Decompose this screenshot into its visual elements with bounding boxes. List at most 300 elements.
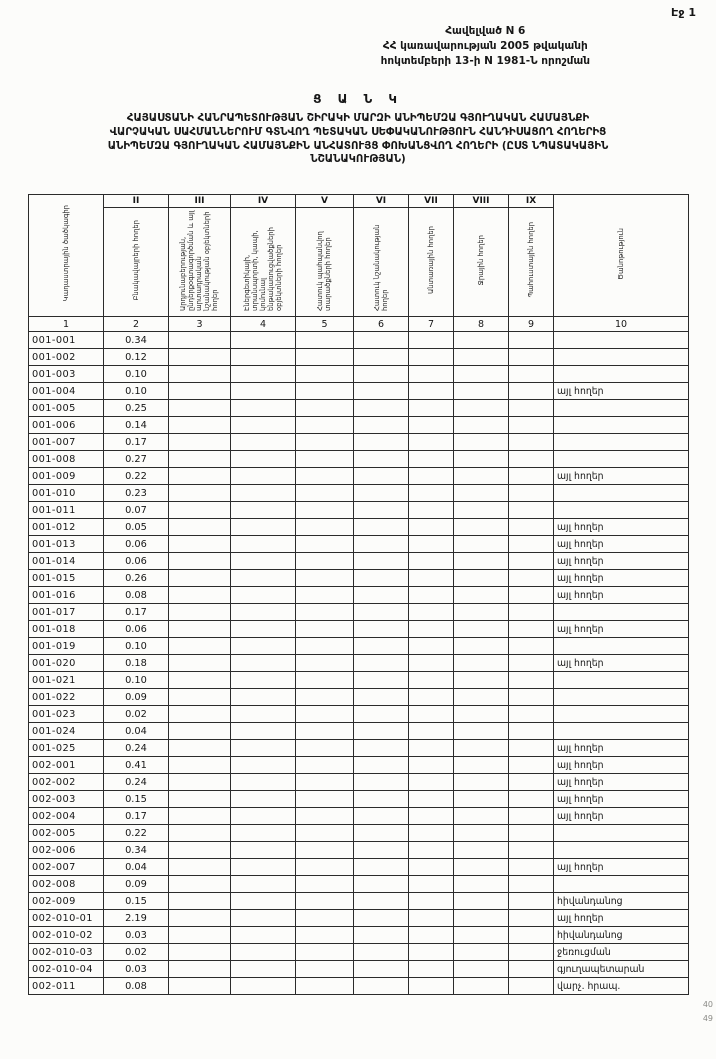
column-number-cell: 10 (554, 317, 689, 332)
empty-cell (409, 417, 454, 434)
empty-cell (409, 757, 454, 774)
empty-cell (231, 876, 296, 893)
empty-cell (409, 791, 454, 808)
table-row (29, 349, 689, 366)
empty-cell (296, 740, 354, 757)
empty-cell (296, 604, 354, 621)
column-label-text: Հատուկ նշանակության հողեր (372, 224, 389, 311)
empty-cell (296, 332, 354, 349)
empty-cell (169, 383, 231, 400)
header-cadastral-code-label: Կադաստրային ծածկագիր (61, 205, 70, 302)
table-row (29, 825, 689, 842)
empty-cell (231, 553, 296, 570)
empty-cell (409, 519, 454, 536)
empty-cell (296, 502, 354, 519)
note-cell (554, 417, 689, 434)
area-cell: 0.02 (104, 944, 169, 961)
empty-cell (296, 774, 354, 791)
empty-cell (296, 349, 354, 366)
empty-cell (354, 672, 409, 689)
empty-cell (509, 689, 554, 706)
table-row (29, 519, 689, 536)
cadastral-code-cell: 001-003 (29, 366, 104, 383)
empty-cell (296, 621, 354, 638)
empty-cell (354, 570, 409, 587)
table-row (29, 791, 689, 808)
cadastral-code-cell: 002-004 (29, 808, 104, 825)
empty-cell (169, 417, 231, 434)
empty-cell (409, 689, 454, 706)
column-label-text: Էներգետիկայի, տրանսպորտի, կապի, կոմունալ ենթակառուցվածքների օբյեկտների հողեր (242, 227, 284, 311)
area-cell: 0.24 (104, 774, 169, 791)
table-body (29, 332, 689, 995)
table-row (29, 621, 689, 638)
note-cell: այլ հողեր (554, 587, 689, 604)
note-cell: այլ հողեր (554, 570, 689, 587)
empty-cell (354, 349, 409, 366)
area-cell: 0.22 (104, 468, 169, 485)
empty-cell (231, 604, 296, 621)
empty-cell (169, 859, 231, 876)
empty-cell (409, 400, 454, 417)
table-row (29, 332, 689, 349)
cadastral-code-cell: 002-005 (29, 825, 104, 842)
empty-cell (509, 774, 554, 791)
empty-cell (409, 383, 454, 400)
empty-cell (296, 825, 354, 842)
empty-cell (169, 672, 231, 689)
roman-numeral-cell: IV (231, 195, 296, 208)
empty-cell (409, 536, 454, 553)
empty-cell (296, 791, 354, 808)
appendix-line-1: Հավելված N 6 (445, 25, 526, 37)
empty-cell (231, 910, 296, 927)
column-label-cell (231, 208, 296, 317)
empty-cell (169, 927, 231, 944)
note-cell: այլ հողեր (554, 774, 689, 791)
empty-cell (169, 689, 231, 706)
empty-cell (169, 366, 231, 383)
cadastral-code-cell: 002-010-01 (29, 910, 104, 927)
empty-cell (454, 859, 509, 876)
empty-cell (231, 332, 296, 349)
cadastral-code-cell: 001-020 (29, 655, 104, 672)
empty-cell (509, 893, 554, 910)
roman-numeral-cell: VI (354, 195, 409, 208)
area-cell: 0.02 (104, 706, 169, 723)
area-cell: 0.27 (104, 451, 169, 468)
note-cell (554, 332, 689, 349)
note-cell: այլ հողեր (554, 621, 689, 638)
empty-cell (296, 706, 354, 723)
empty-cell (231, 451, 296, 468)
roman-numerals-row (29, 195, 689, 208)
area-cell: 0.10 (104, 638, 169, 655)
header-note-label: Ծանոթություն (616, 227, 625, 280)
note-cell: գյուղապետարան (554, 961, 689, 978)
empty-cell (354, 502, 409, 519)
empty-cell (169, 332, 231, 349)
empty-cell (231, 893, 296, 910)
empty-cell (454, 655, 509, 672)
empty-cell (296, 689, 354, 706)
area-cell: 0.10 (104, 672, 169, 689)
empty-cell (296, 587, 354, 604)
empty-cell (354, 383, 409, 400)
cadastral-code-cell: 001-002 (29, 349, 104, 366)
empty-cell (409, 774, 454, 791)
empty-cell (409, 944, 454, 961)
empty-cell (409, 434, 454, 451)
empty-cell (509, 723, 554, 740)
table-row (29, 638, 689, 655)
cadastral-code-cell: 002-001 (29, 757, 104, 774)
table-row (29, 723, 689, 740)
empty-cell (509, 944, 554, 961)
empty-cell (454, 383, 509, 400)
cadastral-code-cell: 001-006 (29, 417, 104, 434)
empty-cell (409, 553, 454, 570)
table-row (29, 366, 689, 383)
area-cell: 0.06 (104, 536, 169, 553)
area-cell: 0.24 (104, 740, 169, 757)
area-cell: 0.17 (104, 604, 169, 621)
empty-cell (354, 655, 409, 672)
roman-numeral-cell: IX (509, 195, 554, 208)
empty-cell (454, 910, 509, 927)
empty-cell (169, 536, 231, 553)
empty-cell (354, 587, 409, 604)
empty-cell (454, 723, 509, 740)
document-subtitle (18, 112, 698, 167)
cadastral-code-cell: 001-023 (29, 706, 104, 723)
empty-cell (296, 927, 354, 944)
column-label-text: Արդյունաբերության, ընդերքօգտագործման և այլ արտադրական նշանակության օբյեկտների հողեր (179, 210, 220, 311)
cadastral-code-cell: 002-010-03 (29, 944, 104, 961)
empty-cell (231, 774, 296, 791)
note-cell: այլ հողեր (554, 808, 689, 825)
empty-cell (169, 434, 231, 451)
empty-cell (296, 672, 354, 689)
empty-cell (169, 655, 231, 672)
area-cell: 0.15 (104, 893, 169, 910)
empty-cell (354, 978, 409, 995)
empty-cell (354, 332, 409, 349)
empty-cell (354, 468, 409, 485)
table-row (29, 485, 689, 502)
empty-cell (454, 893, 509, 910)
empty-cell (509, 332, 554, 349)
empty-cell (509, 383, 554, 400)
table-row (29, 978, 689, 995)
empty-cell (169, 723, 231, 740)
column-number-cell: 3 (169, 317, 231, 332)
column-label-cell (169, 208, 231, 317)
empty-cell (354, 944, 409, 961)
empty-cell (354, 910, 409, 927)
table-row (29, 672, 689, 689)
empty-cell (296, 961, 354, 978)
table-row (29, 842, 689, 859)
column-number-cell: 2 (104, 317, 169, 332)
empty-cell (454, 587, 509, 604)
column-label-cell (409, 208, 454, 317)
empty-cell (409, 961, 454, 978)
table-row (29, 434, 689, 451)
empty-cell (509, 451, 554, 468)
table-row (29, 536, 689, 553)
note-cell (554, 400, 689, 417)
area-cell: 0.07 (104, 502, 169, 519)
empty-cell (231, 638, 296, 655)
empty-cell (354, 536, 409, 553)
empty-cell (409, 842, 454, 859)
empty-cell (354, 842, 409, 859)
empty-cell (354, 417, 409, 434)
empty-cell (409, 927, 454, 944)
empty-cell (354, 638, 409, 655)
empty-cell (454, 349, 509, 366)
empty-cell (354, 485, 409, 502)
area-cell: 0.18 (104, 655, 169, 672)
subtitle-line-3: ԱՆԻՊԵՄԶԱ ԳՅՈՒՂԱԿԱՆ ՀԱՄԱՅՆՔԻՆ ԱՆՀԱՏՈՒՅՑ ՓՈԽԱՆՑՎՈՂ ՀՈՂԵՐԻ (ԸՍՏ ՆՊԱՏԱԿԱՅԻՆ (107, 140, 609, 152)
area-cell: 0.03 (104, 927, 169, 944)
empty-cell (169, 570, 231, 587)
area-cell: 2.19 (104, 910, 169, 927)
column-label-text: Պահուստային հողեր (526, 222, 535, 298)
empty-cell (509, 757, 554, 774)
margin-mark: 49 (702, 1014, 713, 1023)
note-cell: այլ հողեր (554, 553, 689, 570)
note-cell: այլ հողեր (554, 791, 689, 808)
empty-cell (509, 655, 554, 672)
empty-cell (409, 672, 454, 689)
empty-cell (409, 485, 454, 502)
empty-cell (231, 961, 296, 978)
note-cell: հիվանդանոց (554, 893, 689, 910)
empty-cell (231, 808, 296, 825)
header-cadastral-code (29, 195, 104, 317)
empty-cell (231, 757, 296, 774)
empty-cell (231, 468, 296, 485)
column-numbers-row (29, 317, 689, 332)
empty-cell (454, 485, 509, 502)
empty-cell (169, 825, 231, 842)
column-number-cell: 7 (409, 317, 454, 332)
appendix-reference (381, 24, 590, 70)
empty-cell (409, 349, 454, 366)
cadastral-code-cell: 001-013 (29, 536, 104, 553)
empty-cell (231, 978, 296, 995)
empty-cell (296, 485, 354, 502)
empty-cell (169, 638, 231, 655)
empty-cell (409, 859, 454, 876)
empty-cell (354, 519, 409, 536)
empty-cell (296, 944, 354, 961)
table-row (29, 944, 689, 961)
empty-cell (509, 927, 554, 944)
cadastral-code-cell: 001-007 (29, 434, 104, 451)
empty-cell (454, 570, 509, 587)
empty-cell (169, 502, 231, 519)
empty-cell (354, 740, 409, 757)
empty-cell (454, 842, 509, 859)
empty-cell (454, 638, 509, 655)
table-row (29, 876, 689, 893)
empty-cell (454, 774, 509, 791)
table-row (29, 570, 689, 587)
margin-mark: 40 (702, 1000, 713, 1009)
empty-cell (296, 808, 354, 825)
area-cell: 0.26 (104, 570, 169, 587)
empty-cell (231, 825, 296, 842)
subtitle-line-1: ՀԱՅԱՍՏԱՆԻ ՀԱՆՐԱՊԵՏՈՒԹՅԱՆ ՇԻՐԱԿԻ ՄԱՐԶԻ ԱՆԻՊԵՄԶԱ ԳՅՈՒՂԱԿԱՆ ՀԱՄԱՅՆՔԻ (126, 113, 590, 124)
table-row (29, 910, 689, 927)
cadastral-code-cell: 001-001 (29, 332, 104, 349)
empty-cell (409, 706, 454, 723)
empty-cell (169, 706, 231, 723)
cadastral-code-cell: 002-009 (29, 893, 104, 910)
table-row (29, 587, 689, 604)
empty-cell (169, 910, 231, 927)
empty-cell (169, 876, 231, 893)
cadastral-code-cell: 002-006 (29, 842, 104, 859)
area-cell: 0.14 (104, 417, 169, 434)
table-row (29, 400, 689, 417)
table-row (29, 417, 689, 434)
note-cell: այլ հողեր (554, 383, 689, 400)
empty-cell (409, 825, 454, 842)
table-header (29, 195, 689, 332)
column-label-text: Անտառային հողեր (426, 226, 435, 294)
table-row (29, 774, 689, 791)
document-title: Ց Ա Ն Կ (313, 92, 403, 106)
empty-cell (296, 859, 354, 876)
note-cell (554, 706, 689, 723)
empty-cell (169, 757, 231, 774)
empty-cell (509, 825, 554, 842)
empty-cell (409, 723, 454, 740)
area-cell: 0.06 (104, 621, 169, 638)
note-cell (554, 604, 689, 621)
empty-cell (409, 587, 454, 604)
empty-cell (169, 587, 231, 604)
cadastral-code-cell: 001-014 (29, 553, 104, 570)
empty-cell (454, 366, 509, 383)
area-cell: 0.12 (104, 349, 169, 366)
empty-cell (509, 740, 554, 757)
empty-cell (231, 621, 296, 638)
empty-cell (296, 468, 354, 485)
empty-cell (169, 944, 231, 961)
area-cell: 0.10 (104, 383, 169, 400)
subtitle-line-4: ՆՇԱՆԱԿՈՒԹՅԱՆ) (310, 154, 406, 166)
subtitle-line-2: ՎԱՐՉԱԿԱՆ ՍԱՀՄԱՆՆԵՐՈՒՄ ԳՏՆՎՈՂ ՊԵՏԱԿԱՆ ՍԵՓԱԿԱՆՈՒԹՅՈՒՆ ՀԱՆԴԻՍԱՑՈՂ ՀՈՂԵՐԻՑ (109, 126, 607, 138)
empty-cell (454, 332, 509, 349)
empty-cell (454, 689, 509, 706)
empty-cell (231, 944, 296, 961)
empty-cell (409, 621, 454, 638)
empty-cell (231, 587, 296, 604)
note-cell (554, 689, 689, 706)
empty-cell (509, 570, 554, 587)
empty-cell (354, 706, 409, 723)
roman-numeral-cell: VII (409, 195, 454, 208)
empty-cell (231, 383, 296, 400)
empty-cell (509, 519, 554, 536)
empty-cell (169, 400, 231, 417)
empty-cell (454, 757, 509, 774)
empty-cell (296, 536, 354, 553)
empty-cell (509, 808, 554, 825)
empty-cell (354, 621, 409, 638)
empty-cell (231, 842, 296, 859)
empty-cell (296, 638, 354, 655)
empty-cell (354, 893, 409, 910)
empty-cell (509, 978, 554, 995)
empty-cell (454, 553, 509, 570)
empty-cell (409, 332, 454, 349)
column-number-cell: 8 (454, 317, 509, 332)
empty-cell (509, 400, 554, 417)
empty-cell (509, 536, 554, 553)
note-cell: այլ հողեր (554, 757, 689, 774)
roman-numeral-cell: II (104, 195, 169, 208)
note-cell (554, 876, 689, 893)
empty-cell (169, 740, 231, 757)
empty-cell (296, 910, 354, 927)
cadastral-code-cell: 001-010 (29, 485, 104, 502)
note-cell (554, 825, 689, 842)
empty-cell (454, 536, 509, 553)
area-cell: 0.25 (104, 400, 169, 417)
area-cell: 0.34 (104, 332, 169, 349)
column-label-text: Բնակավայրերի հողեր (131, 219, 140, 301)
empty-cell (231, 434, 296, 451)
empty-cell (509, 502, 554, 519)
empty-cell (354, 757, 409, 774)
area-cell: 0.15 (104, 791, 169, 808)
area-cell: 0.10 (104, 366, 169, 383)
empty-cell (296, 400, 354, 417)
column-label-text: Ջրային հողեր (476, 234, 485, 286)
empty-cell (454, 434, 509, 451)
empty-cell (231, 536, 296, 553)
empty-cell (354, 451, 409, 468)
note-cell: վարչ. հրապ. (554, 978, 689, 995)
empty-cell (509, 417, 554, 434)
area-cell: 0.08 (104, 587, 169, 604)
empty-cell (169, 604, 231, 621)
area-cell: 0.08 (104, 978, 169, 995)
column-label-text: Հատուկ պահպանվող տարածքների հողեր (316, 231, 333, 311)
empty-cell (231, 859, 296, 876)
empty-cell (296, 842, 354, 859)
note-cell (554, 723, 689, 740)
empty-cell (509, 638, 554, 655)
empty-cell (296, 417, 354, 434)
empty-cell (454, 706, 509, 723)
empty-cell (169, 808, 231, 825)
empty-cell (296, 451, 354, 468)
empty-cell (231, 927, 296, 944)
empty-cell (509, 434, 554, 451)
area-cell: 0.03 (104, 961, 169, 978)
empty-cell (409, 876, 454, 893)
empty-cell (409, 893, 454, 910)
empty-cell (296, 723, 354, 740)
cadastral-code-cell: 001-017 (29, 604, 104, 621)
